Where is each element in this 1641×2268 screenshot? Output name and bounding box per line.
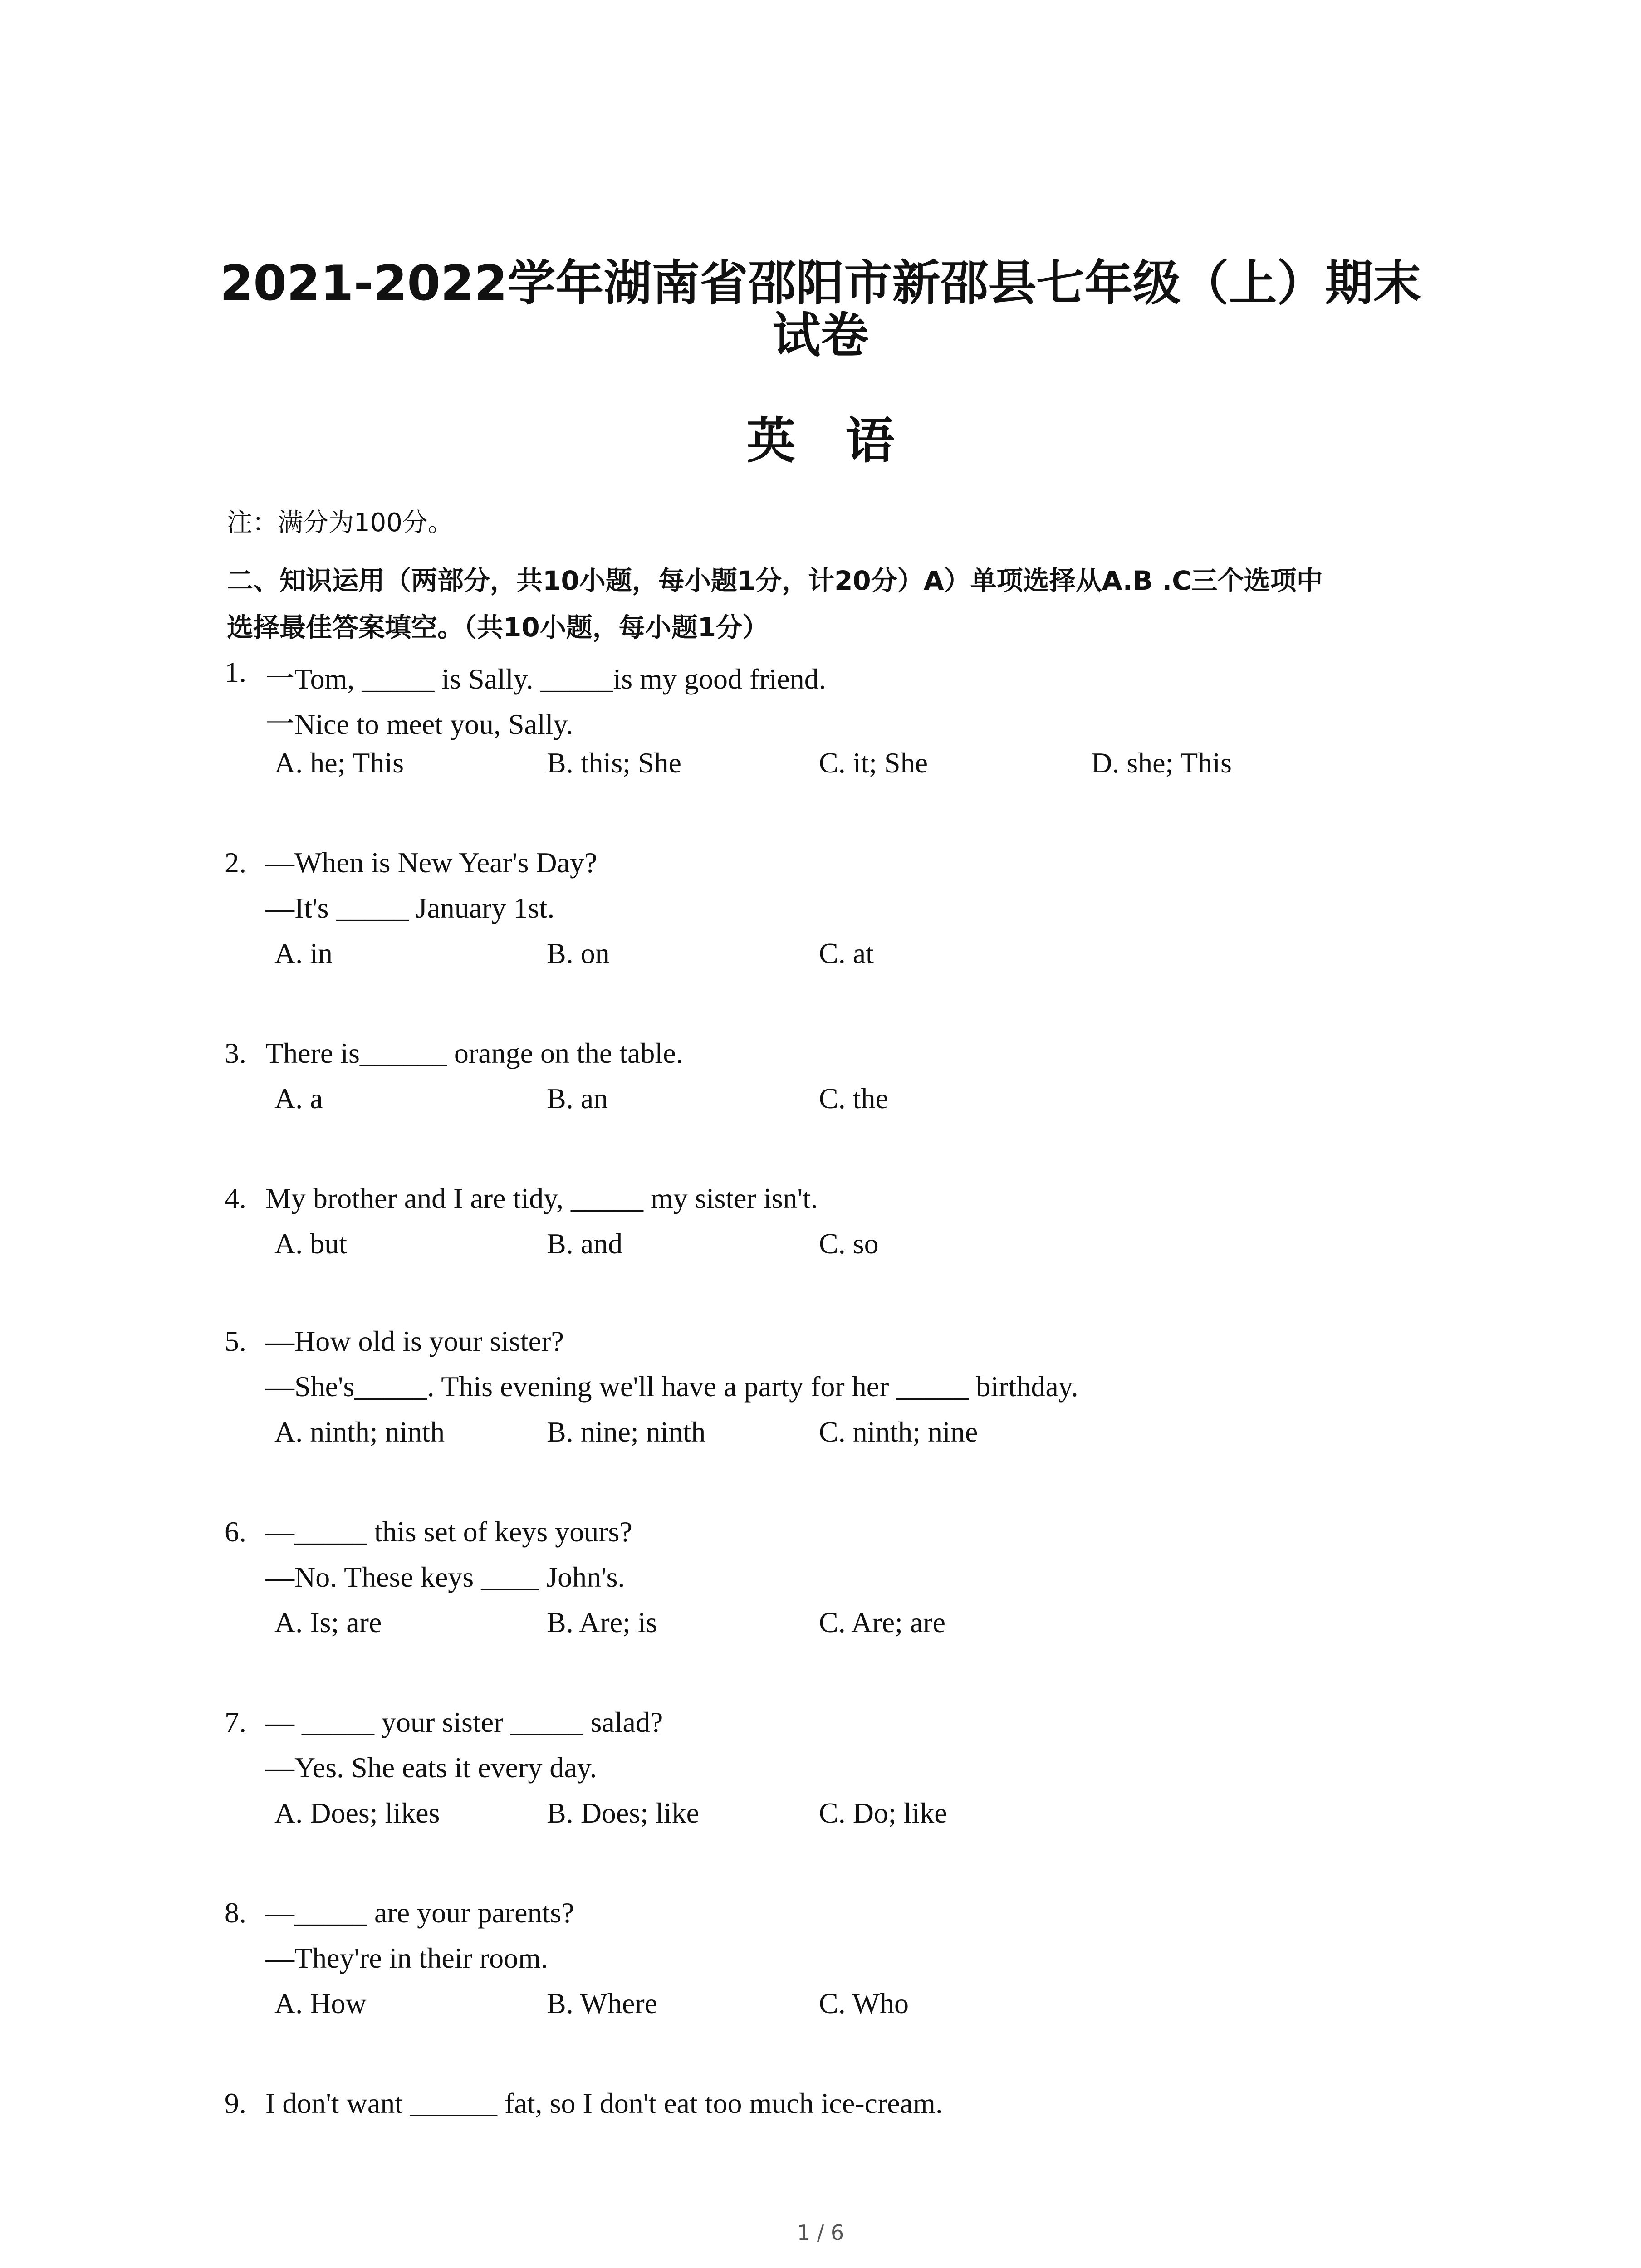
option-a[interactable]: A. Does; likes	[274, 1797, 440, 1829]
option-c[interactable]: C. the	[819, 1082, 888, 1114]
option-a[interactable]: A. but	[274, 1227, 347, 1260]
option-b[interactable]: B. and	[547, 1227, 623, 1260]
option-c[interactable]: C. so	[819, 1227, 879, 1260]
question-number: 6.	[225, 1515, 246, 1548]
question-stem: —When is New Year's Day?	[265, 846, 598, 879]
option-d[interactable]: D. she; This	[1091, 747, 1232, 779]
question-stem: — _____ your sister _____ salad?	[265, 1706, 663, 1738]
option-c[interactable]: C. Who	[819, 1987, 909, 2019]
option-a[interactable]: A. ninth; ninth	[274, 1416, 445, 1448]
option-a[interactable]: A. a	[274, 1082, 323, 1114]
option-b[interactable]: B. Where	[547, 1987, 658, 2019]
question-stem: 一Tom, _____ is Sally. _____is my good friend.	[265, 663, 826, 695]
option-b[interactable]: B. Does; like	[547, 1797, 699, 1829]
question-number: 1.	[225, 656, 246, 688]
question-number: 4.	[225, 1182, 246, 1214]
question-number: 9.	[225, 2087, 246, 2119]
option-b[interactable]: B. on	[547, 937, 610, 969]
option-c[interactable]: C. it; She	[819, 747, 928, 779]
question-stem: —She's_____. This evening we'll have a party for her _____ birthday.	[265, 1370, 1078, 1403]
question-stem: —It's _____ January 1st.	[265, 892, 555, 924]
section-instruction-line2: 选择最佳答案填空。（共10小题，每小题1分）	[227, 612, 769, 643]
option-b[interactable]: B. nine; ninth	[547, 1416, 706, 1448]
option-a[interactable]: A. How	[274, 1987, 367, 2019]
section-instruction-line1: 二、知识运用（两部分，共10小题，每小题1分，计20分）A）单项选择从A.B .C三个选项中	[227, 565, 1323, 596]
question-number: 5.	[225, 1325, 246, 1357]
exam-title-line1: 2021-2022学年湖南省邵阳市新邵县七年级（上）期末	[220, 255, 1421, 311]
question-stem: —No. These keys ____ John's.	[265, 1561, 625, 1593]
option-a[interactable]: A. Is; are	[274, 1606, 382, 1638]
question-number: 7.	[225, 1706, 246, 1738]
question-stem: —How old is your sister?	[265, 1325, 564, 1357]
option-b[interactable]: B. Are; is	[547, 1606, 657, 1638]
option-c[interactable]: C. ninth; nine	[819, 1416, 978, 1448]
question-number: 3.	[225, 1037, 246, 1069]
question-number: 8.	[225, 1897, 246, 1929]
subject-heading: 英语	[746, 413, 945, 469]
option-a[interactable]: A. in	[274, 937, 333, 969]
question-stem: —_____ this set of keys yours?	[265, 1515, 632, 1548]
question-stem: I don't want ______ fat, so I don't eat too much ice-cream.	[265, 2087, 943, 2119]
question-stem: —They're in their room.	[265, 1942, 548, 1974]
question-stem: —_____ are your parents?	[265, 1897, 574, 1929]
question-stem: 一Nice to meet you, Sally.	[265, 708, 573, 740]
question-stem: My brother and I are tidy, _____ my sister isn't.	[265, 1182, 818, 1214]
option-c[interactable]: C. at	[819, 937, 874, 969]
question-stem: There is______ orange on the table.	[265, 1037, 683, 1069]
option-c[interactable]: C. Are; are	[819, 1606, 945, 1638]
question-number: 2.	[225, 846, 246, 879]
option-a[interactable]: A. he; This	[274, 747, 404, 779]
option-c[interactable]: C. Do; like	[819, 1797, 947, 1829]
option-b[interactable]: B. an	[547, 1082, 608, 1114]
score-note: 注：满分为100分。	[227, 508, 453, 538]
question-stem: —Yes. She eats it every day.	[265, 1751, 597, 1784]
exam-title-line2: 试卷	[772, 308, 869, 363]
option-b[interactable]: B. this; She	[547, 747, 681, 779]
page-number: 1 / 6	[797, 2220, 844, 2245]
